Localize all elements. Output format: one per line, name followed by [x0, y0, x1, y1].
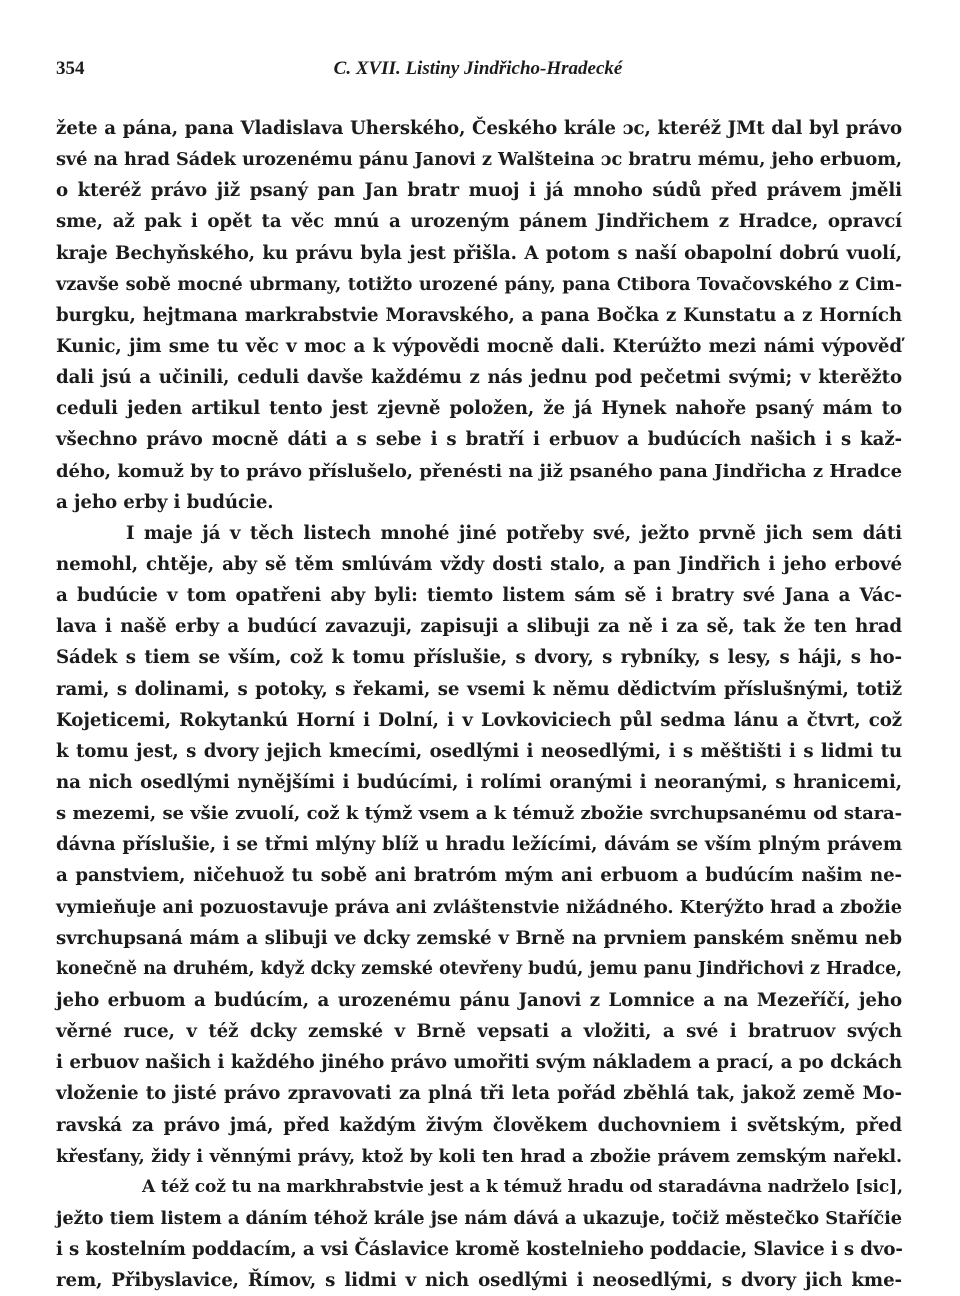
text-line: i s kostelním poddacím, a vsi Čáslavice kromě kostelnieho poddacie, Slavice i s dvo- [56, 1239, 903, 1261]
page-number: 354 [56, 58, 85, 79]
text-line: křesťany, židy i věnnými právy, ktož by koli ten hrad a zbožie právem zemským nařekl. [56, 1145, 902, 1167]
text-line: ježto tiem listem a dáním téhož krále jse nám dává a ukazuje, točiž městečko Staříčie [56, 1207, 902, 1229]
text-line: dali jsú a učinili, ceduli davše každému z nás jednu pod pečetmi svými; v kterěžto [56, 367, 902, 389]
text-line: a jeho erby i budúcie. [56, 491, 274, 513]
text-line: s mezemi, se všie zvuolí, což k týmž vsem a k témuž zbožie svrchupsanému od stara- [56, 803, 902, 825]
text-line: dého, komuž by to právo příslušelo, přenésti na již psaného pana Jindřicha z Hradce [56, 460, 902, 482]
text-line: svrchupsaná mám a slibuji ve dcky zemské v Brně na prvniem panském sněmu neb [56, 927, 902, 949]
text-line: dávna příslušie, i se třmi mlýny blíž u hradu ležícími, dávám se vším plným právem [56, 834, 902, 856]
text-line: a panstviem, ničehuož tu sobě ani bratróm mým ani erbuom a budúcím našim ne- [56, 865, 902, 887]
text-line: a budúcie v tom opatřeni aby byli: tiemto listem sám sě i bratry své Jana a Vác- [56, 585, 902, 607]
text-line: konečně na druhém, když dcky zemské otevřeny budú, jemu panu Jindřichovi z Hradce, [56, 958, 902, 979]
text-line: burgku, hejtmana markrabstvie Moravského, a pana Bočka z Kunstatu a z Horních [56, 304, 902, 326]
text-line: vloženie to jisté právo zpravovati za plná tři leta pořád zběhlá tak, jakož země Mo- [56, 1083, 902, 1105]
text-line: své na hrad Sádek urozenému pánu Janovi z Walšteina ɔc bratru mému, jeho erbuom, [56, 149, 902, 171]
text-line: kraje Bechyňského, ku právu byla jest přišla. A potom s naší obapolní dobrú vuolí, [56, 242, 902, 264]
body-text [56, 113, 902, 1296]
text-line: nemohl, chtěje, aby sě těm smlúvám vždy dosti stalo, a pan Jindřich i jeho erbové [56, 553, 902, 575]
text-line: všechno právo mocně dáti a s sebe i s bratří i erbuov a budúcích našich i s kaž- [56, 429, 902, 451]
text-line: i erbuov našich i každého jiného právo umořiti svým nákladem a prací, a po dckách [56, 1052, 902, 1074]
text-line: A též což tu na markhrabstvie jest a k témuž hradu od staradávna nadrželo [sic], [142, 1176, 903, 1197]
text-line: o kteréž právo již psaný pan Jan bratr muoj i já mnoho súdů před právem jměli [56, 180, 902, 202]
text-line: Kunic, jim sme tu věc v moc a k výpovědi mocně dali. Kterúžto mezi námi výpověď [56, 335, 902, 357]
text-line: na nich osedlými nynějšími i budúcími, i rolími oranými i neoranými, s hranicemi, [56, 771, 902, 793]
text-line: sme, až pak i opět ta věc mnú a urozeným pánem Jindřichem z Hradce, opravcí [56, 211, 902, 233]
text-line: věrné ruce, v též dcky zemské v Brně vepsati a vložiti, a své i bratruov svých [56, 1021, 902, 1043]
text-line: rami, s dolinami, s potoky, s řekami, se vsemi k němu dědictvím příslušnými, totiž [56, 678, 902, 700]
text-line: rem, Přibyslavice, Římov, s lidmi v nich osedlými i neosedlými, s dvory jich kme- [56, 1270, 902, 1292]
text-line: lava i našě erby a budúcí zavazuji, zapisuji a slibuji za ně i za sě, tak že ten hrad [56, 616, 902, 638]
text-line: vzavše sobě mocné ubrmany, totižto urozené pány, pana Ctibora Tovačovského z Cim- [56, 273, 902, 295]
text-line: vymieňuje ani pozuostavuje práva ani zvláštenstvie nižádného. Kterýžto hrad a zbožie [56, 896, 902, 918]
running-title: C. XVII. Listiny Jindřicho-Hradecké [333, 58, 623, 79]
text-line: ceduli jeden artikul tento jest zjevně položen, že já Hynek nahoře psaný mám to [56, 398, 902, 420]
text-line: I maje já v těch listech mnohé jiné potřeby své, ježto prvně jich sem dáti [126, 522, 902, 544]
text-line: k tomu jest, s dvory jejich kmecími, osedlými i neosedlými, i s měštišti i s lidmi tu [56, 740, 902, 762]
text-line: Kojeticemi, Rokytankú Horní i Dolní, i v Lovkoviciech půl sedma lánu a čtvrt, což [56, 709, 902, 731]
page-header [56, 58, 900, 92]
text-line: žete a pána, pana Vladislava Uherského, Českého krále ɔc, kteréž JMt dal byl právo [56, 118, 902, 139]
text-line: Sádek s tiem se vším, což k tomu příslušie, s dvory, s rybníky, s lesy, s háji, s ho- [56, 647, 902, 669]
text-line: jeho erbuom a budúcím, a urozenému pánu Janovi z Lomnice a na Mezeříčí, jeho [56, 989, 902, 1011]
text-line: ravská za právo jmá, před každým živým člověkem duchovniem i světským, před [56, 1114, 902, 1136]
